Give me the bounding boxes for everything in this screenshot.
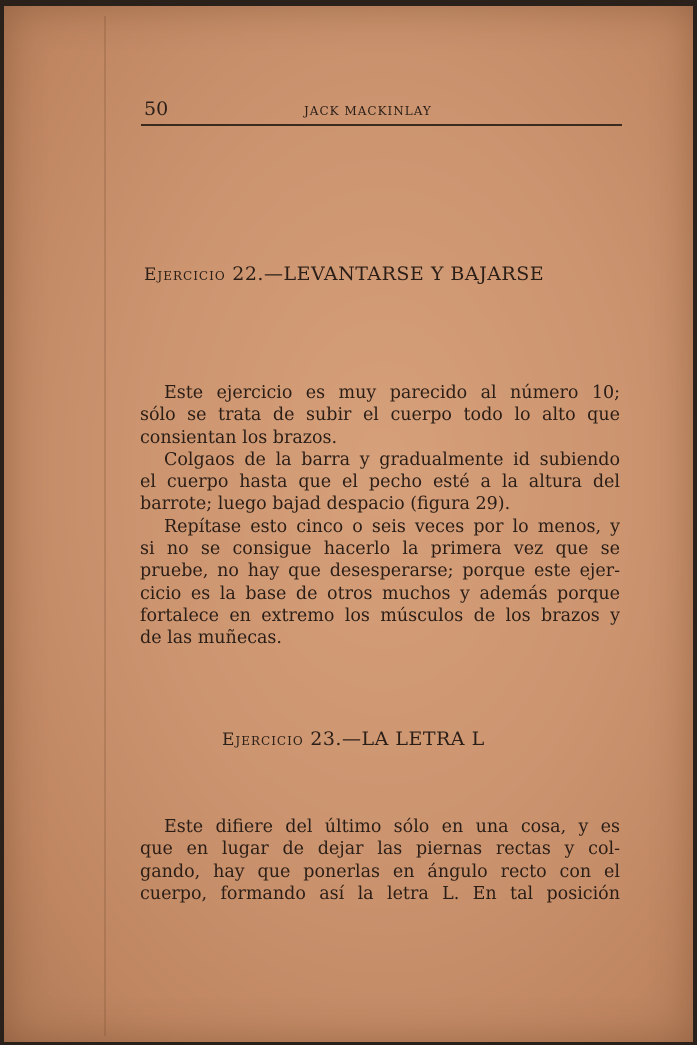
heading-title: 22.—LEVANTARSE Y BAJARSE — [232, 263, 545, 285]
text-line: cicio es la base de otros muchos y además porque — [140, 583, 620, 604]
text-line: que en lugar de dejar las piernas rectas y col- — [140, 839, 620, 860]
text-line: pruebe, no hay que desesperarse; porque este ejer- — [140, 561, 620, 582]
section-body — [140, 816, 620, 905]
text-line: cuerpo, formando así la letra L. En tal posición — [140, 883, 620, 904]
text-line: de las muñecas. — [140, 628, 282, 649]
text-line: el cuerpo hasta que el pecho esté a la altura del — [140, 472, 620, 493]
text-line: barrote; luego bajad despacio (figura 29). — [140, 494, 511, 515]
text-line: gando, hay que ponerlas en ángulo recto con el — [140, 861, 620, 882]
text-line: Este ejercicio es muy parecido al número 10; — [164, 383, 620, 403]
text-line: consientan los brazos. — [140, 427, 338, 448]
page-header — [141, 98, 622, 126]
heading-label: Ejercicio — [144, 265, 226, 285]
section-heading — [222, 728, 485, 750]
section-body — [140, 382, 620, 650]
book-page — [4, 6, 693, 1042]
text-line: Repítase esto cinco o seis veces por lo menos, y — [164, 516, 620, 537]
text-line: Colgaos de la barra y gradualmente id subiendo — [164, 449, 620, 470]
page-fold-shadow — [104, 16, 106, 1036]
heading-label: Ejercicio — [222, 730, 304, 750]
heading-title: 23.—LA LETRA L — [310, 728, 485, 750]
page-number: 50 — [144, 98, 169, 120]
text-line: si no se consigue hacerlo la primera vez que se — [140, 539, 620, 560]
text-line: Este difiere del último sólo en una cosa, y es — [164, 817, 620, 837]
running-head: JACK MACKINLAY — [304, 104, 432, 118]
text-line: sólo se trata de subir el cuerpo todo lo alto que — [140, 405, 620, 426]
text-line: fortalece en extremo los músculos de los brazos y — [140, 605, 620, 626]
section-heading — [144, 263, 544, 285]
